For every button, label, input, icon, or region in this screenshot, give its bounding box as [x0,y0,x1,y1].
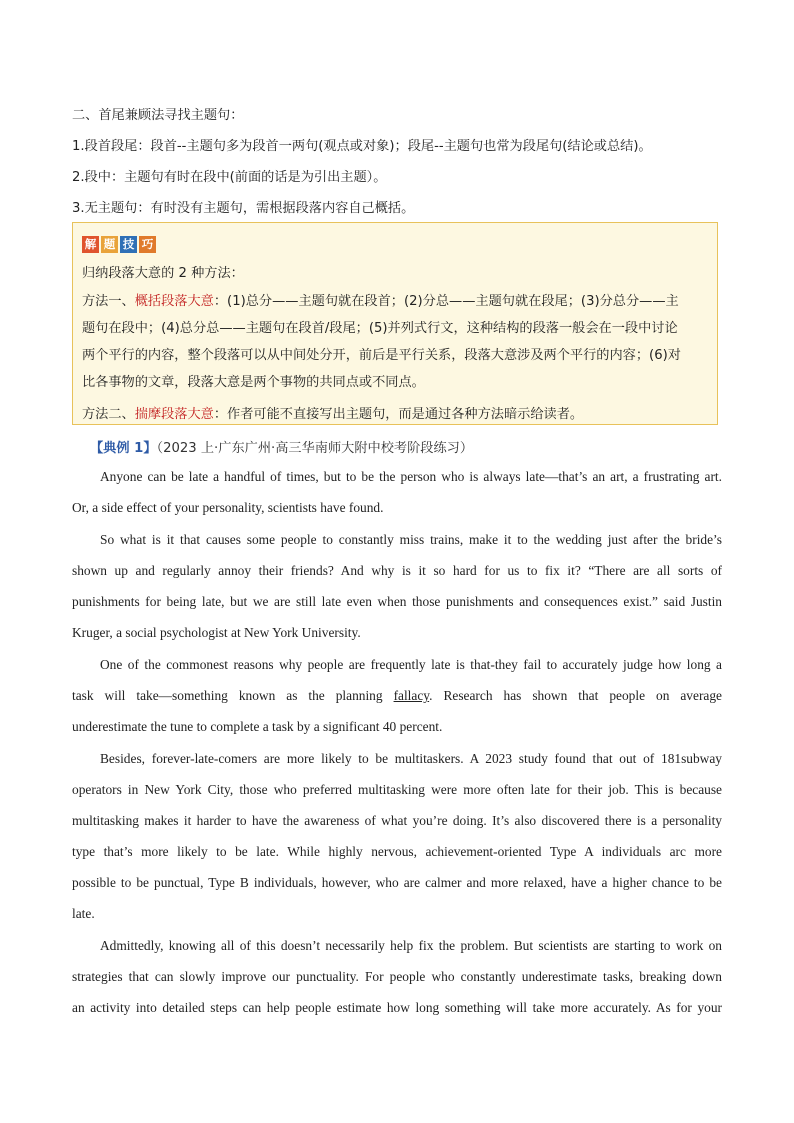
p3-line-2b: . Research has shown that people on average [429,688,722,703]
tip-badge [82,236,158,253]
p4-line-1: Besides, forever-late-comers are more likely to be multitaskers. A 2023 study found that out of 181subway [100,751,722,766]
p3-line-1: One of the commonest reasons why people are frequently late is that-they fail to accurately judge how long a [100,657,722,672]
p2-line-2: shown up and regularly annoy their friends? And why is it so hard for us to fix it? “There are all sorts of [72,563,722,578]
method-2-line [82,403,583,422]
rule-1: 1.段首段尾：段首--主题句多为段首一两句(观点或对象)；段尾--主题句也常为段尾句(结论或总结)。 [72,139,652,154]
p2-line-3: punishments for being late, but we are still late even when those punishments and consequences exist.” said Justin [72,594,722,609]
example-label: 【典例 1】 [90,441,157,456]
p2-line-1: So what is it that causes some people to constantly miss trains, make it to the wedding just after the bride’s [100,532,722,547]
method-1-text-1: ：(1)总分——主题句就在段首；(2)分总——主题句就在段尾；(3)分总分——主 [213,294,679,309]
badge-char-3: 技 [120,236,137,253]
method-1-line-1 [82,290,679,309]
method-2-keyword: 揣摩段落大意 [134,407,214,422]
method-1-keyword: 概括段落大意 [134,294,214,309]
p4-line-2: operators in New York City, those who preferred multitasking were more often late for their job. This is because [72,782,722,797]
badge-char-1: 解 [82,236,99,253]
p5-line-1: Admittedly, knowing all of this doesn’t necessarily help fix the problem. But scientists are starting to work on [100,938,722,953]
badge-char-4: 巧 [139,236,156,253]
p5-line-2: strategies that can slowly improve our punctuality. For people who constantly underestimate tasks, breaking down [72,969,722,984]
p4-line-6: late. [72,906,95,921]
p4-line-3: multitasking makes it harder to have the awareness of what you’re doing. It’s also discovered there is a personality [72,813,722,828]
p4-line-5: possible to be punctual, Type B individuals, however, who are calmer and more relaxed, have a higher chance to be [72,875,722,890]
method-1-line-2: 题句在段中；(4)总分总——主题句在段首/段尾；(5)并列式行文，这种结构的段落一般会在一段中讨论 [82,321,678,336]
section-title: 二、首尾兼顾法寻找主题句： [72,108,244,123]
method-2-prefix: 方法二、 [82,407,135,422]
method-2-text: ：作者可能不直接写出主题句，而是通过各种方法暗示给读者。 [213,407,584,422]
p5-line-3: an activity into detailed steps can help people estimate how long something will take more accurately. As for your [72,1000,722,1015]
p3-line-2a: task will take—something known as the planning [72,688,394,703]
p1-line-1: Anyone can be late a handful of times, but to be the person who is always late—that’s an art, a frustrating art. [100,469,722,484]
method-1-prefix: 方法一、 [82,294,135,309]
example-source: （2023 上·广东广州·高三华南师大附中校考阶段练习） [156,441,474,456]
p4-line-4: type that’s more likely to be late. While highly nervous, achievement-oriented Type A individuals arc more [72,844,722,859]
method-1-line-3: 两个平行的内容，整个段落可以从中间处分开，前后是平行关系，段落大意涉及两个平行的内容；(6)对 [82,348,681,363]
rule-3: 3.无主题句：有时没有主题句，需根据段落内容自己概括。 [72,201,415,216]
badge-char-2: 题 [101,236,118,253]
rule-2: 2.段中：主题句有时在段中(前面的话是为引出主题）。 [72,170,387,185]
method-1-line-4: 比各事物的文章，段落大意是两个事物的共同点或不同点。 [82,375,425,390]
example-heading [90,437,473,456]
p2-line-4: Kruger, a social psychologist at New York University. [72,625,361,640]
p3-line-3: underestimate the tune to complete a task by a significant 40 percent. [72,719,443,734]
p3-line-2 [72,688,722,704]
fallacy-word: fallacy [393,688,430,703]
p1-line-2: Or, a side effect of your personality, scientists have found. [72,500,384,515]
tip-intro: 归纳段落大意的 2 种方法： [82,266,244,281]
